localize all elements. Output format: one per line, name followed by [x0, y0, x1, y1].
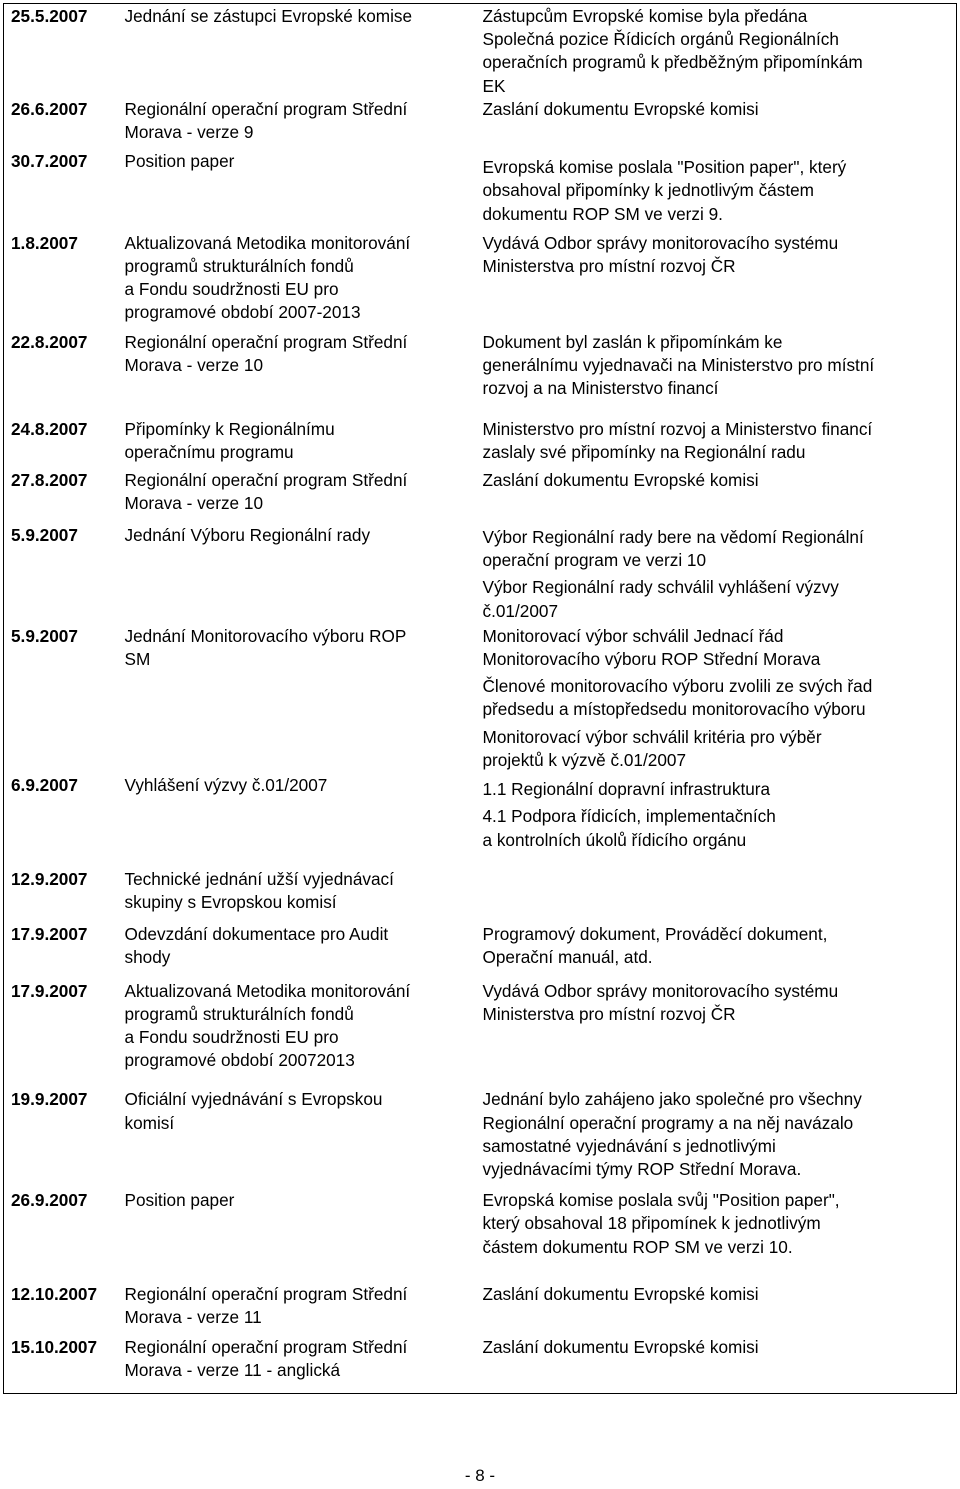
table-row: [4, 623, 957, 772]
row-event: Jednání Monitorovacího výboru ROP SM: [124, 625, 407, 670]
row-date: 17.9.2007: [11, 980, 88, 1001]
row-event: Regionální operační program Střední Morava - verze 11 - anglická: [124, 1337, 408, 1381]
table-row: [4, 860, 957, 918]
row-event: Aktualizovaná Metodika monitorování programů strukturálních fondů a Fondu soudržnosti EU pro programové období 2007-2013: [124, 232, 411, 323]
row-date: 27.8.2007: [11, 469, 88, 490]
row-event: Jednání se zástupci Evropské komise: [124, 6, 413, 26]
table-row: [4, 918, 957, 973]
table-row: [4, 519, 957, 623]
result-paragraph: Výbor Regionální rady schválil vyhlášení výzvy č.01/2007: [482, 577, 839, 621]
row-result: [482, 329, 957, 415]
row-date: 1.8.2007: [11, 232, 78, 253]
result-paragraph: Zaslání dokumentu Evropské komisi: [482, 1337, 759, 1358]
result-paragraph: Jednání bylo zahájeno jako společné pro všechny Regionální operační programy a na něj navázalo samostatné vyjednávání s jednotlivými vyjednávacími týmy ROP Střední Morava.: [482, 1089, 862, 1179]
result-paragraph: Členové monitorovacího výboru zvolili ze svých řad předsedu a místopředsedu monitorovacího výboru: [482, 676, 873, 720]
row-result: [482, 4, 957, 98]
row-result: [482, 1080, 957, 1187]
row-event: Připomínky k Regionálnímu operačnímu programu: [124, 419, 335, 463]
result-paragraph: Zaslání dokumentu Evropské komisi: [482, 98, 759, 119]
row-result: [482, 230, 957, 329]
row-event: Aktualizovaná Metodika monitorování programů strukturálních fondů a Fondu soudržnosti EU pro programové období 20072013: [124, 980, 411, 1071]
result-paragraph: Evropská komise poslala svůj "Position paper", který obsahoval 18 připomínek k jednotlivým částem dokumentu ROP SM ve verzi 10.: [482, 1190, 840, 1257]
result-paragraph: Vydává Odbor správy monitorovacího systému Ministerstva pro místní rozvoj ČR: [482, 232, 839, 277]
result-paragraph: 1.1 Regionální dopravní infrastruktura: [482, 779, 771, 800]
row-result: [482, 860, 957, 918]
result-paragraph: Zástupcům Evropské komise byla předána Společná pozice Řídicích orgánů Regionálních operačních programů k předběžným připomínkám EK: [482, 6, 863, 96]
row-date: 22.8.2007: [11, 331, 88, 352]
row-date: 17.9.2007: [11, 924, 88, 945]
row-date: 5.9.2007: [11, 625, 78, 646]
row-result: [482, 519, 957, 623]
row-date: 30.7.2007: [11, 151, 88, 172]
result-paragraph: Monitorovací výbor schválil kritéria pro výběr projektů k výzvě č.01/2007: [482, 726, 822, 770]
result-paragraph: Programový dokument, Prováděcí dokument, Operační manuál, atd.: [482, 924, 828, 968]
result-paragraph: Dokument byl zaslán k připomínkám ke generálnímu vyjednavači na Ministerstvo pro místní rozvoj a na Ministerstvo financí: [482, 331, 875, 399]
result-paragraph: Vydává Odbor správy monitorovacího systému Ministerstva pro místní rozvoj ČR: [482, 980, 839, 1024]
row-date: 24.8.2007: [11, 419, 88, 440]
row-result: [482, 918, 957, 973]
row-event: Regionální operační program Střední Morava - verze 10: [124, 331, 408, 375]
row-date: 26.6.2007: [11, 98, 88, 119]
row-event: Position paper: [124, 1190, 235, 1211]
table-row: [4, 4, 957, 98]
row-date: 25.5.2007: [11, 6, 88, 26]
table-body: [4, 4, 957, 1394]
table-row: [4, 974, 957, 1081]
row-event: Odevzdání dokumentace pro Audit shody: [124, 924, 389, 968]
timeline-table: [3, 3, 957, 1394]
row-event: Regionální operační program Střední Morava - verze 11: [124, 1283, 408, 1327]
row-result: [482, 98, 957, 148]
table-row: [4, 414, 957, 466]
row-result: [482, 772, 957, 860]
row-event: Technické jednání užší vyjednávací skupiny s Evropskou komisí: [124, 868, 394, 912]
row-event: Regionální operační program Střední Morava - verze 10: [124, 469, 408, 513]
result-paragraph: Monitorovací výbor schválil Jednací řád Monitorovacího výboru ROP Střední Morava: [482, 625, 821, 670]
row-result: [482, 414, 957, 466]
table-row: [4, 1273, 957, 1333]
result-paragraph: Ministerstvo pro místní rozvoj a Ministerstvo financí zaslaly své připomínky na Regionální radu: [482, 419, 873, 463]
row-result: [482, 1333, 957, 1393]
table-row: [4, 467, 957, 519]
row-date: 12.9.2007: [11, 868, 88, 889]
row-event: Vyhlášení výzvy č.01/2007: [124, 775, 328, 796]
table-row: [4, 148, 957, 230]
result-paragraph: Zaslání dokumentu Evropské komisi: [482, 1283, 759, 1304]
table-row: [4, 1080, 957, 1187]
table-row: [4, 98, 957, 148]
row-event: Regionální operační program Střední Morava - verze 9: [124, 98, 408, 143]
row-date: 5.9.2007: [11, 525, 78, 546]
table-row: [4, 1333, 957, 1393]
row-event: Position paper: [124, 151, 235, 172]
row-result: [482, 148, 957, 230]
row-date: 26.9.2007: [11, 1190, 88, 1211]
row-date: 6.9.2007: [11, 775, 78, 796]
table-row: [4, 1187, 957, 1273]
result-paragraph: Výbor Regionální rady bere na vědomí Regionální operační program ve verzi 10: [482, 527, 864, 571]
table-row: [4, 230, 957, 329]
row-date: 15.10.2007: [11, 1337, 98, 1358]
row-date: 19.9.2007: [11, 1089, 88, 1110]
row-event: Oficiální vyjednávání s Evropskou komisí: [124, 1089, 383, 1133]
row-event: Jednání Výboru Regionální rady: [124, 525, 371, 546]
result-paragraph: Evropská komise poslala "Position paper", který obsahoval připomínky k jednotlivým částem dokumentu ROP SM ve verzi 9.: [482, 157, 847, 224]
page-number: - 8 -: [464, 1466, 496, 1485]
row-result: [482, 974, 957, 1081]
table-row: [4, 772, 957, 860]
row-result: [482, 623, 957, 772]
row-result: [482, 467, 957, 519]
row-result: [482, 1273, 957, 1333]
row-date: 12.10.2007: [11, 1283, 98, 1304]
row-result: [482, 1187, 957, 1273]
result-paragraph: 4.1 Podpora řídicích, implementačních a kontrolních úkolů řídicího orgánu: [482, 806, 776, 850]
result-paragraph: Zaslání dokumentu Evropské komisi: [482, 469, 759, 490]
table-row: [4, 329, 957, 415]
